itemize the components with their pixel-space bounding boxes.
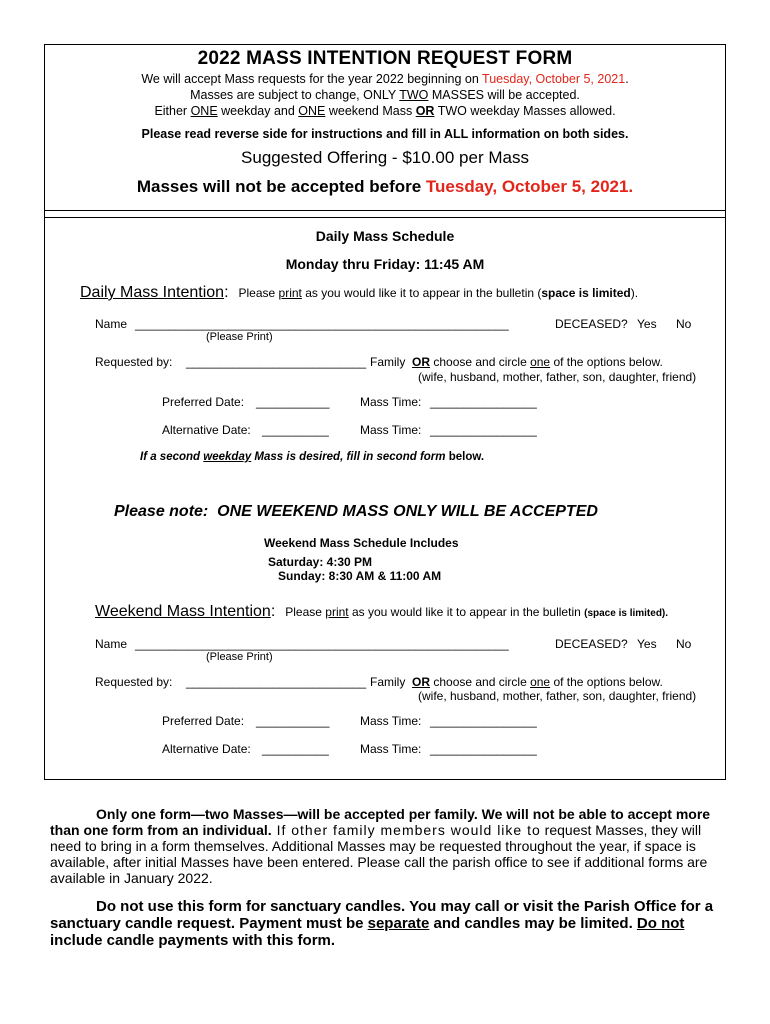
daily-intention-heading: Daily Mass Intention: Please print as you would like it to appear in the bulletin (space is limited). [80,284,639,301]
daily-requested-by-field[interactable]: ___________________________ [186,355,367,369]
daily-preferred-date-label: Preferred Date: [162,395,245,409]
intro-line-1: We will accept Mass requests for the year 2022 beginning on Tuesday, October 5, 2021. [141,72,629,86]
weekend-family-choice: Family OR choose and circle one of the options below. [370,675,663,689]
daily-relationship-options: (wife, husband, mother, father, son, daughter, friend) [418,370,697,384]
not-accepted-note: Masses will not be accepted before Tuesday, October 5, 2021. [136,177,634,196]
daily-alternative-date-field[interactable]: __________ [262,423,329,437]
weekend-intention-heading: Weekend Mass Intention: Please print as you would like it to appear in the bulletin (space is limited). [95,603,669,620]
weekend-please-print: (Please Print) [206,651,273,663]
weekend-alternative-date-field[interactable]: __________ [262,742,329,756]
daily-schedule-time: Monday thru Friday: 11:45 AM [285,256,485,272]
daily-family-choice: Family OR choose and circle one of the options below. [370,355,663,369]
header-divider-2 [44,217,726,218]
form-title: 2022 MASS INTENTION REQUEST FORM [197,48,573,69]
weekend-alt-mass-time-label: Mass Time: [360,742,422,756]
daily-mass-time-label: Mass Time: [360,395,422,409]
daily-alternative-date-label: Alternative Date: [162,423,251,437]
daily-requested-by-label: Requested by: [95,355,173,369]
weekend-deceased-label: DECEASED? [555,637,628,651]
read-reverse-note: Please read reverse side for instructions and fill in ALL information on both sides. [141,127,629,141]
daily-alt-mass-time-label: Mass Time: [360,423,422,437]
weekend-schedule-title: Weekend Mass Schedule Includes [264,536,459,550]
daily-schedule-title: Daily Mass Schedule [315,228,455,244]
intro-line-2: Masses are subject to change, ONLY TWO MASSES will be accepted. [190,88,580,102]
daily-name-label: Name [95,317,128,331]
intro-line-3: Either ONE weekday and ONE weekend Mass OR TWO weekday Masses allowed. [154,104,616,118]
header-divider [44,210,726,211]
weekend-sunday-time: Sunday: 8:30 AM & 11:00 AM [278,569,442,583]
daily-deceased-label: DECEASED? [555,317,628,331]
weekend-alternative-date-label: Alternative Date: [162,742,251,756]
weekend-name-field[interactable]: ________________________________________________________ [135,637,509,651]
weekend-requested-by-field[interactable]: ___________________________ [186,675,367,689]
candle-paragraph: Do not use this form for sanctuary candles. You may call or visit the Parish Office for a sanctuary candle request. Payment must be separate and candles may be limited. Do not include candle payments with this form. [50,898,714,949]
daily-please-print: (Please Print) [206,331,273,343]
weekend-note: Please note: ONE WEEKEND MASS ONLY WILL BE ACCEPTED [114,503,598,520]
daily-deceased-no[interactable]: No [676,317,692,331]
weekend-alt-mass-time-field[interactable]: ________________ [430,742,537,756]
daily-preferred-date-field[interactable]: ___________ [256,395,330,409]
weekend-saturday-time: Saturday: 4:30 PM [268,555,373,569]
daily-mass-time-field[interactable]: ________________ [430,395,537,409]
weekend-preferred-date-field[interactable]: ___________ [256,714,330,728]
weekend-name-label: Name [95,637,128,651]
daily-deceased-yes[interactable]: Yes [637,317,657,331]
weekend-preferred-date-label: Preferred Date: [162,714,245,728]
suggested-offering: Suggested Offering - $10.00 per Mass [241,148,529,167]
daily-name-field[interactable]: ________________________________________________________ [135,317,509,331]
daily-alt-mass-time-field[interactable]: ________________ [430,423,537,437]
weekend-deceased-no[interactable]: No [676,637,692,651]
weekend-mass-time-label: Mass Time: [360,714,422,728]
weekend-deceased-yes[interactable]: Yes [637,637,657,651]
weekend-mass-time-field[interactable]: ________________ [430,714,537,728]
weekend-requested-by-label: Requested by: [95,675,173,689]
weekend-relationship-options: (wife, husband, mother, father, son, daughter, friend) [418,689,697,703]
second-weekday-note: If a second weekday Mass is desired, fill in second form below. [140,451,485,463]
one-form-paragraph: Only one form—two Masses—will be accepted per family. We will not be able to accept more than one form from an individual. If other family members would like to request Masses, they will need to bring in a form themselves. Additional Masses may be requested throughout the year, if space is available, after initial Masses have been entered. Please call the parish office to see if additional forms are available in January 2022. [50,806,711,886]
